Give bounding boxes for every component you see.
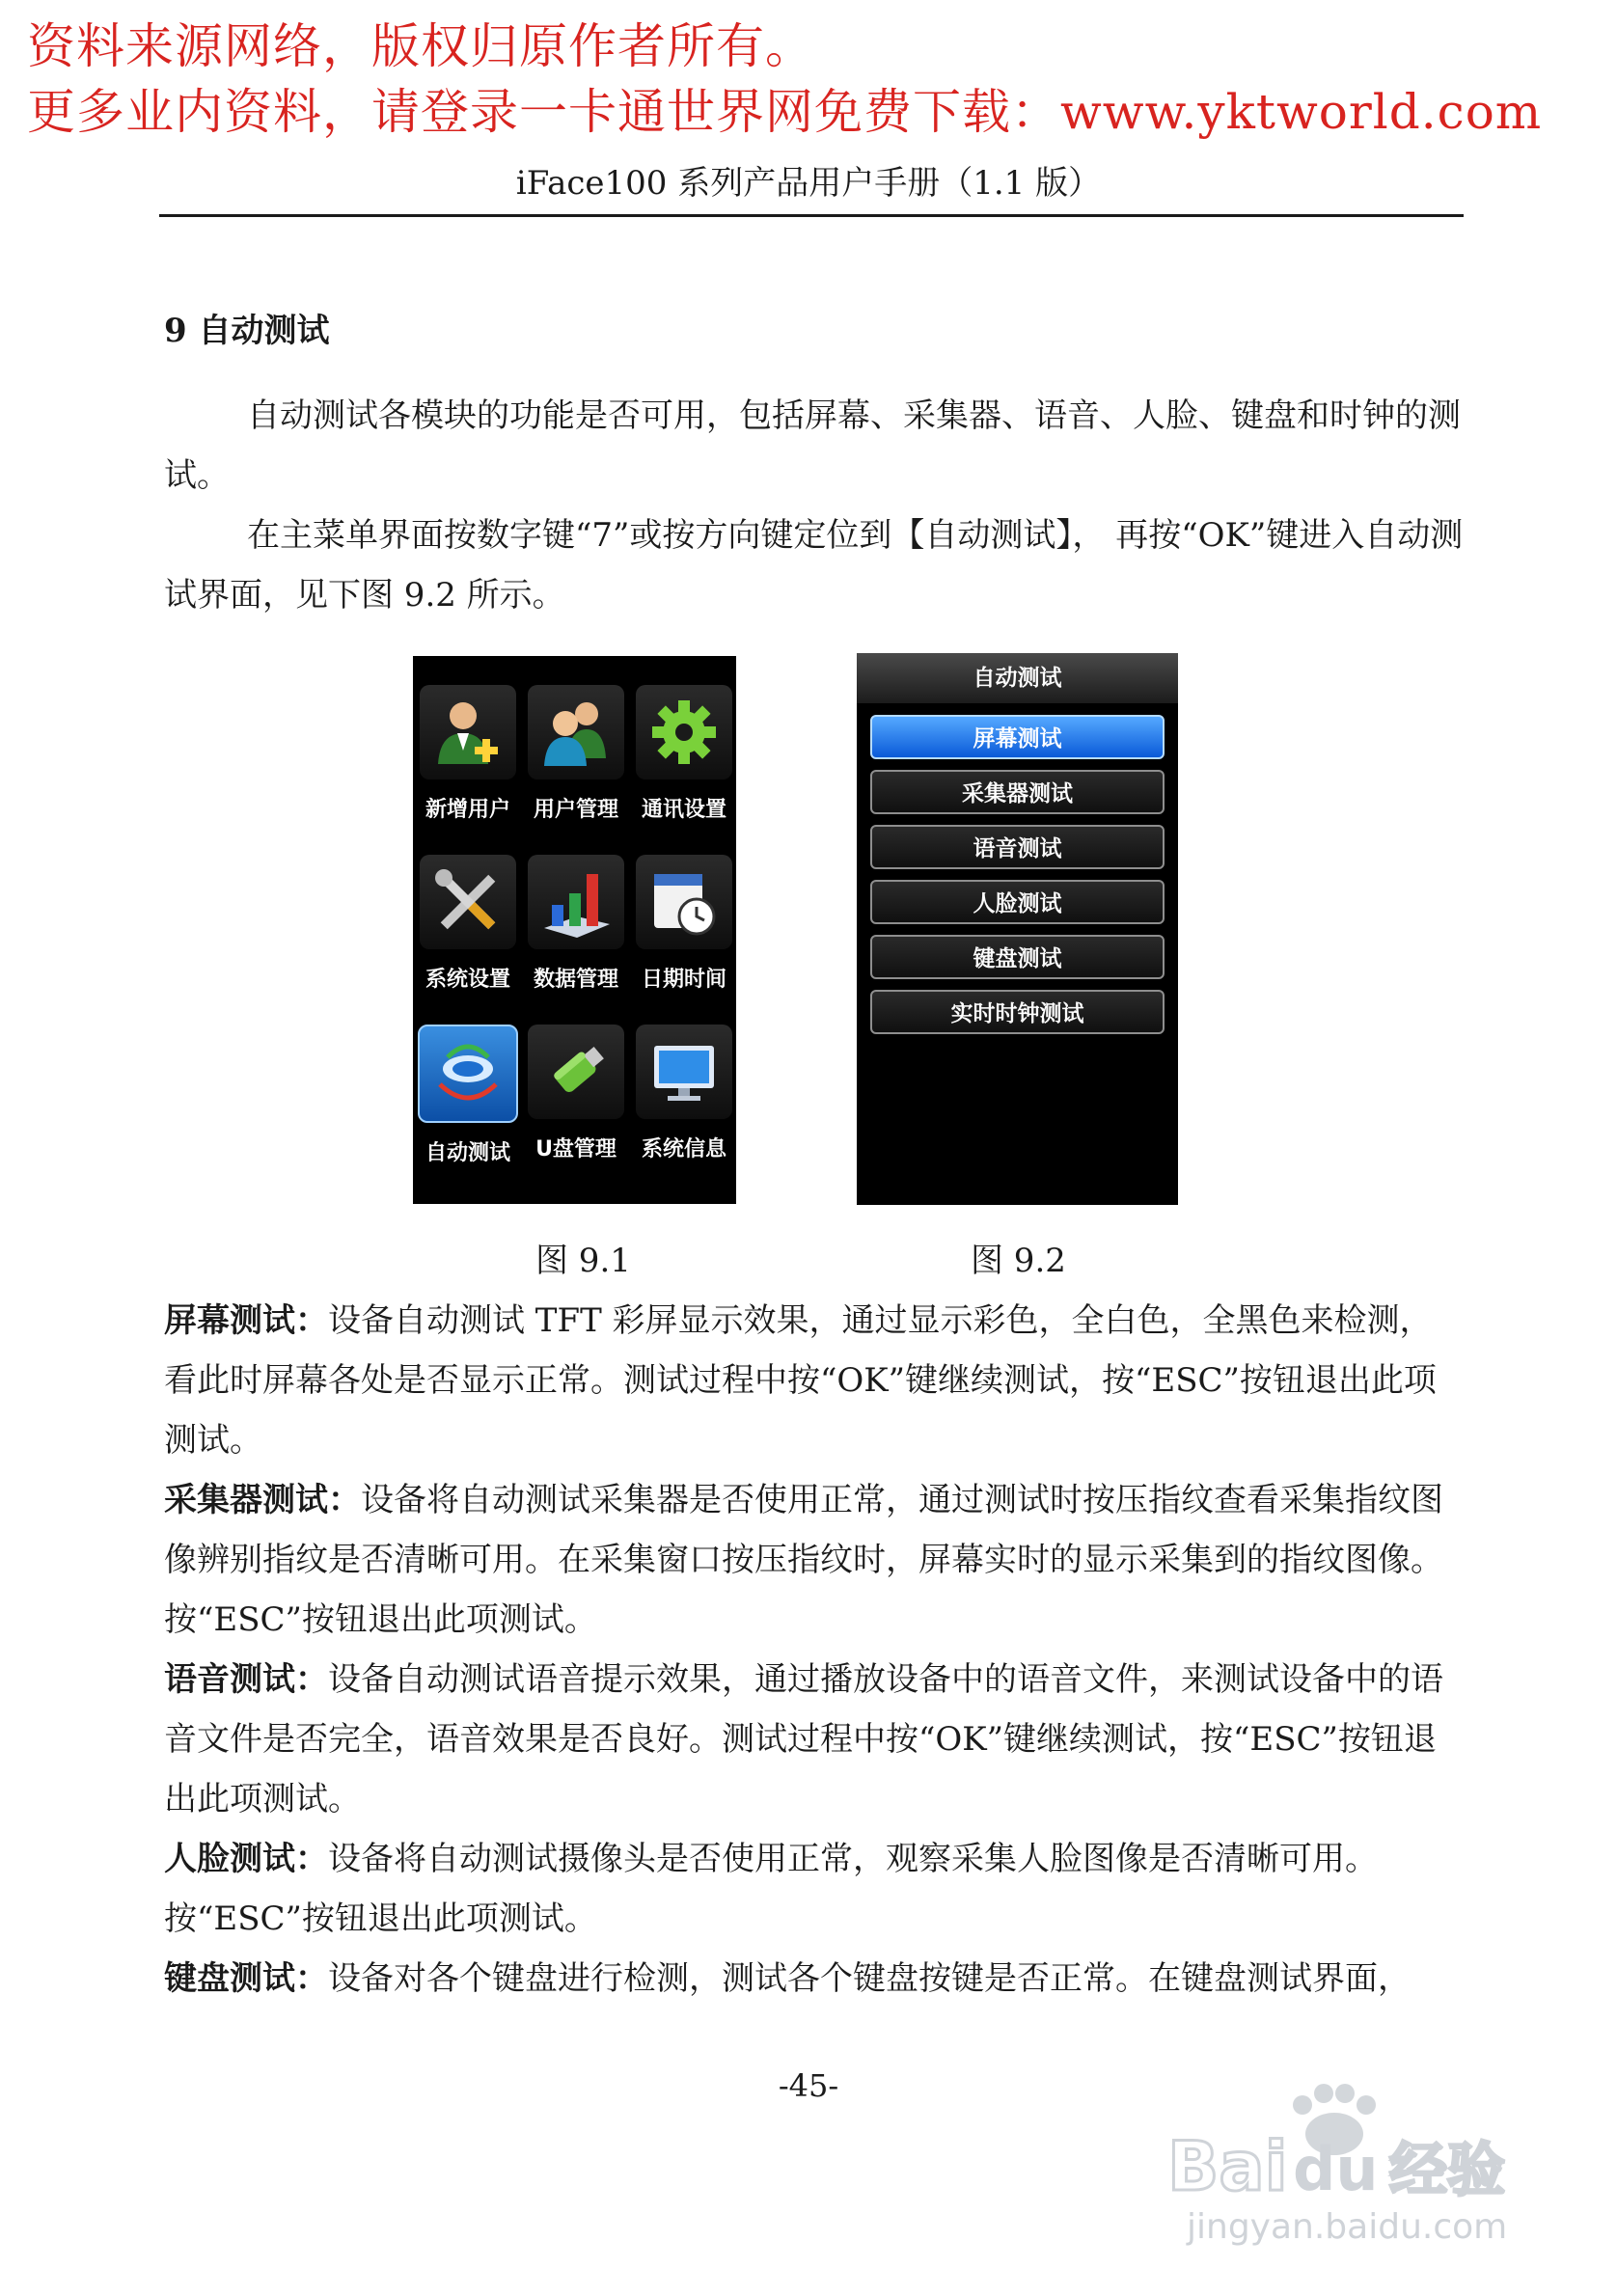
watermark-line-1: 资料来源网络，版权归原作者所有。 [27, 18, 814, 74]
menu-tile-data-management[interactable] [523, 855, 629, 993]
menu-tile-label: 用户管理 [533, 798, 618, 822]
tools-icon [420, 855, 516, 949]
test-text: 设备自动测试语音提示效果，通过播放设备中的语音文件，来测试设备中的语音文件是否完全，语音效果是否良好。测试过程中按“OK”键继续测试，按“ESC”按钮退出此项测试。 [164, 1660, 1443, 1818]
test-item-voice [164, 1650, 1465, 1829]
svg-text:Bai: Bai [1167, 2127, 1288, 2206]
usb-drive-icon [528, 1025, 624, 1119]
menu-tile-label: 数据管理 [533, 968, 618, 992]
test-item-screen [164, 1291, 1465, 1470]
baidu-jingyan-logo [1148, 2064, 1534, 2257]
add-user-icon [420, 685, 516, 779]
menu-tile-label: 系统信息 [641, 1137, 726, 1162]
gear-icon [636, 685, 732, 779]
figure-9-1-caption: 图 9.1 [535, 1242, 631, 1280]
test-term: 人脸测试： [164, 1840, 328, 1878]
menu-tile-system-info[interactable] [631, 1025, 737, 1162]
page-header-title: iFace100 系列产品用户手册（1.1 版） [515, 164, 1102, 203]
page-number: -45- [778, 2067, 839, 2104]
auto-test-icon [418, 1025, 518, 1123]
test-term: 采集器测试： [164, 1481, 361, 1519]
menu-tile-date-time[interactable] [631, 855, 737, 993]
figure-9-2-auto-test-menu [857, 653, 1178, 1205]
menu-tile-label: 自动测试 [425, 1141, 510, 1165]
menu-item-screen-test[interactable]: 屏幕测试 [870, 715, 1165, 759]
test-text: 设备将自动测试摄像头是否使用正常，观察采集人脸图像是否清晰可用。按“ESC”按钮退出此项测试。 [164, 1840, 1378, 1938]
test-text: 设备将自动测试采集器是否使用正常，通过测试时按压指纹查看采集指纹图像辨别指纹是否清晰可用。在采集窗口按压指纹时，屏幕实时的显示采集到的指纹图像。按“ESC”按钮退出此项测试。 [164, 1481, 1443, 1639]
test-text: 设备自动测试 TFT 彩屏显示效果，通过显示彩色，全白色，全黑色来检测，看此时屏幕各处是否显示正常。测试过程中按“OK”键继续测试，按“ESC”按钮退出此项测试。 [164, 1301, 1437, 1460]
menu-item-face-test[interactable]: 人脸测试 [870, 880, 1165, 924]
menu-tile-comm-settings[interactable] [631, 685, 737, 823]
menu-tile-label: 系统设置 [425, 968, 510, 992]
menu-tile-auto-test[interactable] [415, 1025, 521, 1166]
test-item-face [164, 1829, 1465, 1949]
menu-item-keyboard-test[interactable]: 键盘测试 [870, 935, 1165, 979]
calendar-clock-icon [636, 855, 732, 949]
menu-tile-label: 新增用户 [425, 798, 510, 822]
menu-item-voice-test[interactable]: 语音测试 [870, 825, 1165, 869]
intro-paragraph: 自动测试各模块的功能是否可用，包括屏幕、采集器、语音、人脸、键盘和时钟的测试。 [164, 396, 1461, 495]
menu-item-sensor-test[interactable]: 采集器测试 [870, 770, 1165, 814]
header-rule [159, 214, 1464, 217]
users-icon [528, 685, 624, 779]
test-term: 屏幕测试： [164, 1301, 328, 1340]
svg-text:du: du [1293, 2134, 1379, 2204]
watermark-line-2: 更多业内资料，请登录一卡通世界网免费下载：www.yktworld.com [27, 84, 1543, 140]
section-title: 9 自动测试 [164, 312, 330, 350]
menu-tile-label: 日期时间 [641, 968, 726, 992]
svg-text:jingyan.baidu.com: jingyan.baidu.com [1187, 2207, 1508, 2247]
figure-9-1-main-menu [413, 656, 736, 1204]
test-text: 设备对各个键盘进行检测，测试各个键盘按键是否正常。在键盘测试界面， [328, 1959, 1411, 1998]
menu-tile-usb-management[interactable] [523, 1025, 629, 1162]
menu-item-clock-test[interactable]: 实时时钟测试 [870, 990, 1165, 1034]
test-term: 语音测试： [164, 1660, 328, 1699]
monitor-icon [636, 1025, 732, 1119]
test-term: 键盘测试： [164, 1959, 328, 1998]
bar-chart-icon [528, 855, 624, 949]
instruction-paragraph: 在主菜单界面按数字键“7”或按方向键定位到【自动测试】， 再按“OK”键进入自动测试界面，见下图 9.2 所示。 [164, 516, 1464, 615]
menu-tile-system-settings[interactable] [415, 855, 521, 993]
menu-tile-label: U盘管理 [535, 1137, 617, 1162]
menu-tile-add-user[interactable] [415, 685, 521, 823]
test-item-sensor [164, 1470, 1465, 1650]
menu-tile-user-management[interactable] [523, 685, 629, 823]
svg-text:经验: 经验 [1389, 2137, 1505, 2204]
test-item-keyboard [164, 1949, 1465, 2009]
menu-tile-label: 通讯设置 [641, 798, 726, 822]
auto-test-screen-title: 自动测试 [857, 653, 1178, 703]
figure-9-2-caption: 图 9.2 [971, 1242, 1066, 1280]
test-descriptions [164, 1291, 1465, 2009]
